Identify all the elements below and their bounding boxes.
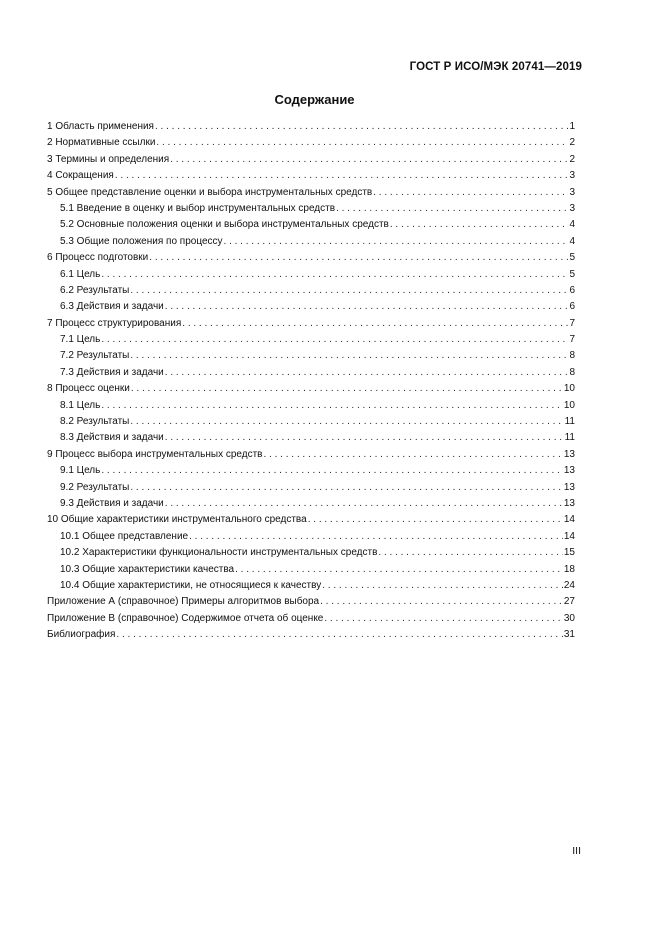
toc-entry-label: 6.2 Результаты bbox=[60, 284, 130, 296]
toc-entry-label: 10.4 Общие характеристики, не относящиеся к качеству bbox=[60, 579, 322, 591]
toc-entry[interactable] bbox=[47, 512, 575, 528]
toc-dot-leader bbox=[308, 512, 563, 528]
toc-dot-leader bbox=[115, 168, 569, 184]
toc-entry-page: 6 bbox=[569, 301, 575, 313]
toc-entry-page: 2 bbox=[569, 153, 575, 165]
toc-entry-page: 13 bbox=[563, 448, 575, 460]
toc-dot-leader bbox=[322, 578, 563, 594]
toc-entry-label: 10.3 Общие характеристики качества bbox=[60, 563, 235, 575]
toc-dot-leader bbox=[373, 185, 568, 201]
toc-entry-page: 10 bbox=[563, 383, 575, 395]
toc-dot-leader bbox=[130, 348, 568, 364]
toc-entry[interactable] bbox=[47, 332, 575, 348]
toc-entry[interactable] bbox=[47, 316, 575, 332]
toc-entry-page: 13 bbox=[563, 465, 575, 477]
toc-entry-label: Приложение А (справочное) Примеры алгоритмов выбора bbox=[47, 596, 320, 608]
toc-entry-label: 4 Сокращения bbox=[47, 170, 114, 182]
page-number: III bbox=[572, 845, 581, 857]
toc-entry-page: 7 bbox=[569, 317, 575, 329]
toc-entry-page: 10 bbox=[563, 399, 575, 411]
document-code: ГОСТ Р ИСО/МЭК 20741—2019 bbox=[409, 61, 582, 73]
toc-entry-label: 5.2 Основные положения оценки и выбора инструментальных средств bbox=[60, 219, 389, 231]
toc-entry-page: 18 bbox=[563, 563, 575, 575]
toc-entry-page: 2 bbox=[569, 137, 575, 149]
toc-entry[interactable] bbox=[47, 365, 575, 381]
toc-dot-leader bbox=[130, 414, 563, 430]
toc-dot-leader bbox=[165, 496, 563, 512]
toc-dot-leader bbox=[336, 201, 568, 217]
toc-entry[interactable] bbox=[47, 267, 575, 283]
toc-entry-page: 14 bbox=[563, 514, 575, 526]
toc-dot-leader bbox=[390, 217, 569, 233]
toc-entry-label: 6 Процесс подготовки bbox=[47, 252, 149, 264]
toc-entry[interactable] bbox=[47, 234, 575, 250]
toc-entry-page: 4 bbox=[569, 235, 575, 247]
toc-dot-leader bbox=[156, 135, 568, 151]
toc-entry[interactable] bbox=[47, 447, 575, 463]
toc-entry-label: 5.1 Введение в оценку и выбор инструментальных средств bbox=[60, 202, 336, 214]
toc-entry-page: 4 bbox=[569, 219, 575, 231]
toc-entry-page: 3 bbox=[569, 170, 575, 182]
toc-entry-page: 13 bbox=[563, 481, 575, 493]
toc-entry-label: 10.2 Характеристики функциональности инструментальных средств bbox=[60, 547, 378, 559]
toc-entry-label: 7.1 Цель bbox=[60, 334, 101, 346]
toc-entry-page: 11 bbox=[564, 416, 575, 428]
table-of-contents bbox=[47, 119, 575, 644]
toc-dot-leader bbox=[101, 398, 563, 414]
toc-entry-page: 1 bbox=[569, 121, 575, 132]
toc-entry-label: 8.1 Цель bbox=[60, 399, 101, 411]
toc-dot-leader bbox=[320, 594, 563, 610]
toc-entry-label: 10.1 Общее представление bbox=[60, 530, 189, 542]
toc-dot-leader bbox=[130, 480, 563, 496]
toc-entry-label: 1 Область применения bbox=[47, 121, 154, 132]
toc-entry-label: 7 Процесс структурирования bbox=[47, 317, 182, 329]
toc-dot-leader bbox=[170, 152, 568, 168]
toc-entry-page: 5 bbox=[569, 252, 575, 264]
toc-entry-label: 6.3 Действия и задачи bbox=[60, 301, 164, 313]
toc-entry-page: 30 bbox=[563, 612, 575, 624]
toc-dot-leader bbox=[182, 316, 568, 332]
toc-entry-label: 9.2 Результаты bbox=[60, 481, 130, 493]
toc-entry[interactable] bbox=[47, 185, 575, 201]
toc-entry-page: 31 bbox=[563, 629, 575, 641]
toc-entry[interactable] bbox=[47, 299, 575, 315]
toc-entry[interactable] bbox=[47, 627, 575, 643]
toc-entry-page: 8 bbox=[569, 350, 575, 362]
toc-entry-label: 7.2 Результаты bbox=[60, 350, 130, 362]
toc-entry[interactable] bbox=[47, 168, 575, 184]
toc-dot-leader bbox=[224, 234, 569, 250]
toc-entry-page: 14 bbox=[563, 530, 575, 542]
toc-dot-leader bbox=[101, 267, 568, 283]
toc-entry-label: 2 Нормативные ссылки bbox=[47, 137, 156, 149]
toc-dot-leader bbox=[116, 627, 562, 643]
toc-entry-page: 3 bbox=[569, 202, 575, 214]
toc-entry-label: 5 Общее представление оценки и выбора инструментальных средств bbox=[47, 186, 373, 198]
toc-entry[interactable] bbox=[47, 381, 575, 397]
toc-entry[interactable] bbox=[47, 135, 575, 151]
toc-dot-leader bbox=[130, 283, 568, 299]
toc-entry[interactable] bbox=[47, 283, 575, 299]
toc-dot-leader bbox=[155, 119, 568, 135]
toc-entry[interactable] bbox=[47, 348, 575, 364]
toc-dot-leader bbox=[324, 611, 563, 627]
toc-entry-page: 27 bbox=[563, 596, 575, 608]
toc-entry[interactable] bbox=[47, 250, 575, 266]
toc-entry-page: 8 bbox=[569, 366, 575, 378]
toc-entry-label: 6.1 Цель bbox=[60, 268, 101, 280]
toc-entry[interactable] bbox=[47, 201, 575, 217]
toc-dot-leader bbox=[101, 332, 568, 348]
toc-dot-leader bbox=[235, 562, 563, 578]
toc-entry[interactable] bbox=[47, 463, 575, 479]
toc-entry-label: 9.1 Цель bbox=[60, 465, 101, 477]
toc-dot-leader bbox=[131, 381, 563, 397]
toc-title: Содержание bbox=[274, 92, 355, 107]
toc-entry-page: 11 bbox=[564, 432, 575, 444]
toc-dot-leader bbox=[165, 365, 569, 381]
toc-entry-label: 10 Общие характеристики инструментального средства bbox=[47, 514, 307, 526]
toc-entry-label: 5.3 Общие положения по процессу bbox=[60, 235, 223, 247]
toc-dot-leader bbox=[165, 299, 569, 315]
toc-dot-leader bbox=[101, 463, 563, 479]
toc-entry-page: 13 bbox=[563, 497, 575, 509]
toc-entry[interactable] bbox=[47, 217, 575, 233]
toc-entry[interactable] bbox=[47, 398, 575, 414]
toc-dot-leader bbox=[165, 430, 564, 446]
toc-entry-label: Приложение В (справочное) Содержимое отчета об оценке bbox=[47, 612, 324, 624]
toc-entry-page: 24 bbox=[563, 579, 575, 591]
toc-entry[interactable] bbox=[47, 594, 575, 610]
toc-entry-label: 8.2 Результаты bbox=[60, 416, 130, 428]
toc-entry[interactable] bbox=[47, 545, 575, 561]
toc-dot-leader bbox=[189, 529, 563, 545]
toc-entry-page: 15 bbox=[563, 547, 575, 559]
toc-entry-label: 9 Процесс выбора инструментальных средств bbox=[47, 448, 263, 460]
toc-entry[interactable] bbox=[47, 119, 575, 135]
toc-dot-leader bbox=[149, 250, 568, 266]
toc-entry-label: 7.3 Действия и задачи bbox=[60, 366, 164, 378]
toc-entry-label: 9.3 Действия и задачи bbox=[60, 497, 164, 509]
toc-entry-label: 8 Процесс оценки bbox=[47, 383, 130, 395]
toc-dot-leader bbox=[263, 447, 562, 463]
toc-entry[interactable] bbox=[47, 578, 575, 594]
toc-dot-leader bbox=[378, 545, 562, 561]
toc-entry[interactable] bbox=[47, 529, 575, 545]
toc-entry[interactable] bbox=[47, 496, 575, 512]
toc-entry[interactable] bbox=[47, 480, 575, 496]
toc-entry[interactable] bbox=[47, 152, 575, 168]
toc-entry-page: 7 bbox=[569, 334, 575, 346]
toc-entry-label: 8.3 Действия и задачи bbox=[60, 432, 164, 444]
toc-entry[interactable] bbox=[47, 414, 575, 430]
toc-entry-page: 6 bbox=[569, 284, 575, 296]
toc-entry[interactable] bbox=[47, 430, 575, 446]
toc-entry-page: 3 bbox=[569, 186, 575, 198]
toc-entry-label: 3 Термины и определения bbox=[47, 153, 170, 165]
toc-entry-label: Библиография bbox=[47, 629, 116, 641]
toc-entry[interactable] bbox=[47, 562, 575, 578]
toc-entry[interactable] bbox=[47, 611, 575, 627]
toc-entry-page: 5 bbox=[569, 268, 575, 280]
